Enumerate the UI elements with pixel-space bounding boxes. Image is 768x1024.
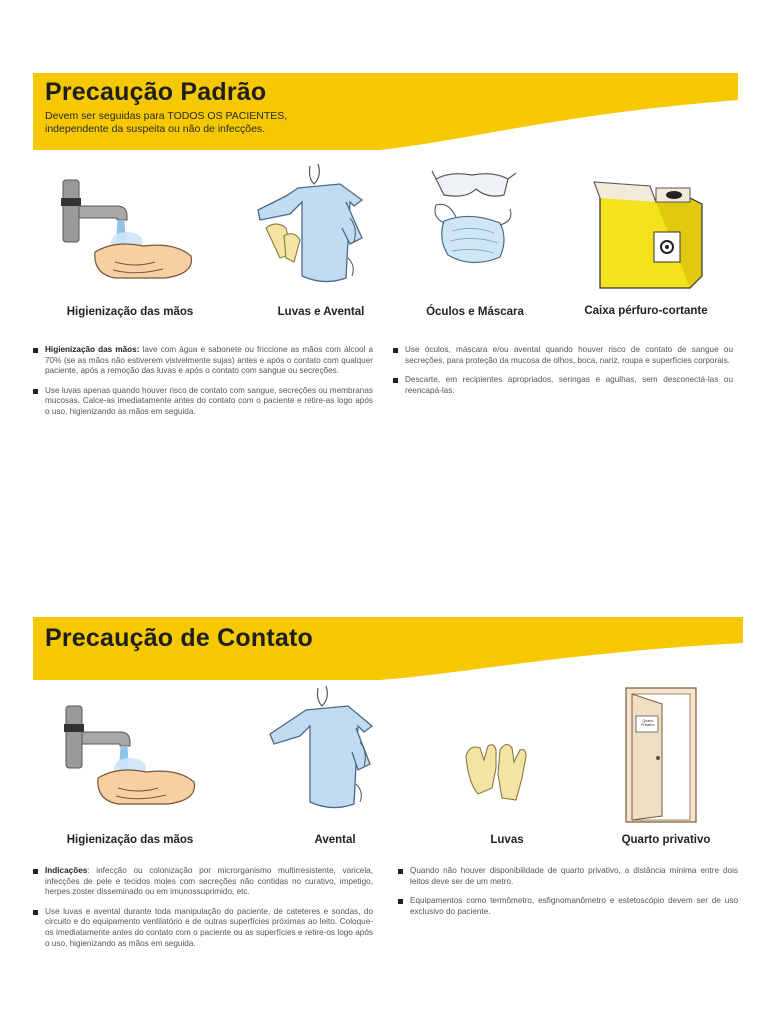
section-contact-precaution — [0, 500, 768, 1024]
caption-sharps-box: Caixa pérfuro-cortante — [584, 305, 708, 317]
subtitle-line-1: Devem ser seguidas para TODOS OS PACIENTES, — [45, 110, 288, 122]
caption-hand-hygiene: Higienização das mãos — [66, 306, 194, 318]
caption-gown: Avental — [314, 834, 356, 846]
bullet-item: Higienização das mãos: lave com água e sabonete ou friccione as mãos com álcool a 70% (se as mãos não estiverem visivelmente sujas) antes e após o contato com qualquer paciente, após a remoção das luvas e após o contato com sangue ou secreções. — [33, 345, 373, 377]
faucet-hands-icon — [55, 172, 205, 292]
bullet-item: Indicações: infecção ou colonização por microrganismo multirresistente, varicela, infecções de pele e tecidos moles com secreções não contidas no curativo, impetigo, herpes zoster disseminado ou em imunossuprimido, etc. — [33, 866, 373, 898]
door-sign-text: Quarto Privativo — [641, 719, 655, 728]
caption-gloves: Luvas — [490, 834, 524, 846]
banner-standard — [0, 70, 768, 170]
bullet-item: Equipamentos como termômetro, esfignomanômetro e estetoscópio devem ser de uso exclusivo do paciente. — [398, 896, 738, 917]
subtitle-line-2: independente da suspeita ou não de infecções. — [45, 123, 266, 135]
goggles-mask-icon — [430, 165, 520, 295]
section-standard-precaution — [0, 0, 768, 500]
bullet-item: Use luvas e avental durante toda manipulação do paciente, de cateteres e sondas, do circuito e do equipamento ventilatório e de outras superfícies próximas ao leito. Coloque-os imediatamente antes do contato com o paciente ou as superfícies e retire-os logo após o uso, higienizando as mãos em seguida. — [33, 907, 373, 949]
section-title: Precaução Padrão — [45, 78, 267, 106]
gown-icon — [262, 680, 382, 830]
text-column-left — [33, 345, 373, 427]
faucet-hands-icon — [58, 698, 208, 818]
bullet-item: Use óculos, máscara e/ou avental quando houver risco de contato de sangue ou secreções, para proteção da mucosa de olhos, boca, nariz, roupa e superfícies corporais. — [393, 345, 733, 366]
caption-hand-hygiene: Higienização das mãos — [66, 834, 194, 846]
bullet-item: Quando não houver disponibilidade de quarto privativo, a distância mínima entre dois leitos deve ser de um metro. — [398, 866, 738, 887]
gown-gloves-icon — [250, 158, 380, 308]
section-subtitle — [45, 110, 287, 136]
bullet-item: Descarte, em recipientes apropriados, seringas e agulhas, sem desconectá-las ou reencapá-las. — [393, 375, 733, 396]
caption-private-room: Quarto privativo — [621, 834, 711, 846]
gloves-icon — [460, 738, 540, 808]
text-column-right — [393, 345, 733, 405]
text-column-left — [33, 866, 373, 958]
caption-goggles-mask: Óculos e Máscara — [426, 306, 524, 318]
bullet-item: Use luvas apenas quando houver risco de contato com sangue, secreções ou membranas mucosas. Calce-as imediatamente antes do contato com o paciente e retire-as logo após o uso, higienizando as mãos em seguida. — [33, 386, 373, 418]
section-title: Precaução de Contato — [45, 624, 313, 652]
caption-gloves-gown: Luvas e Avental — [277, 306, 365, 318]
door-icon — [622, 686, 702, 826]
sharps-box-icon — [590, 180, 710, 295]
text-column-right — [398, 866, 738, 926]
